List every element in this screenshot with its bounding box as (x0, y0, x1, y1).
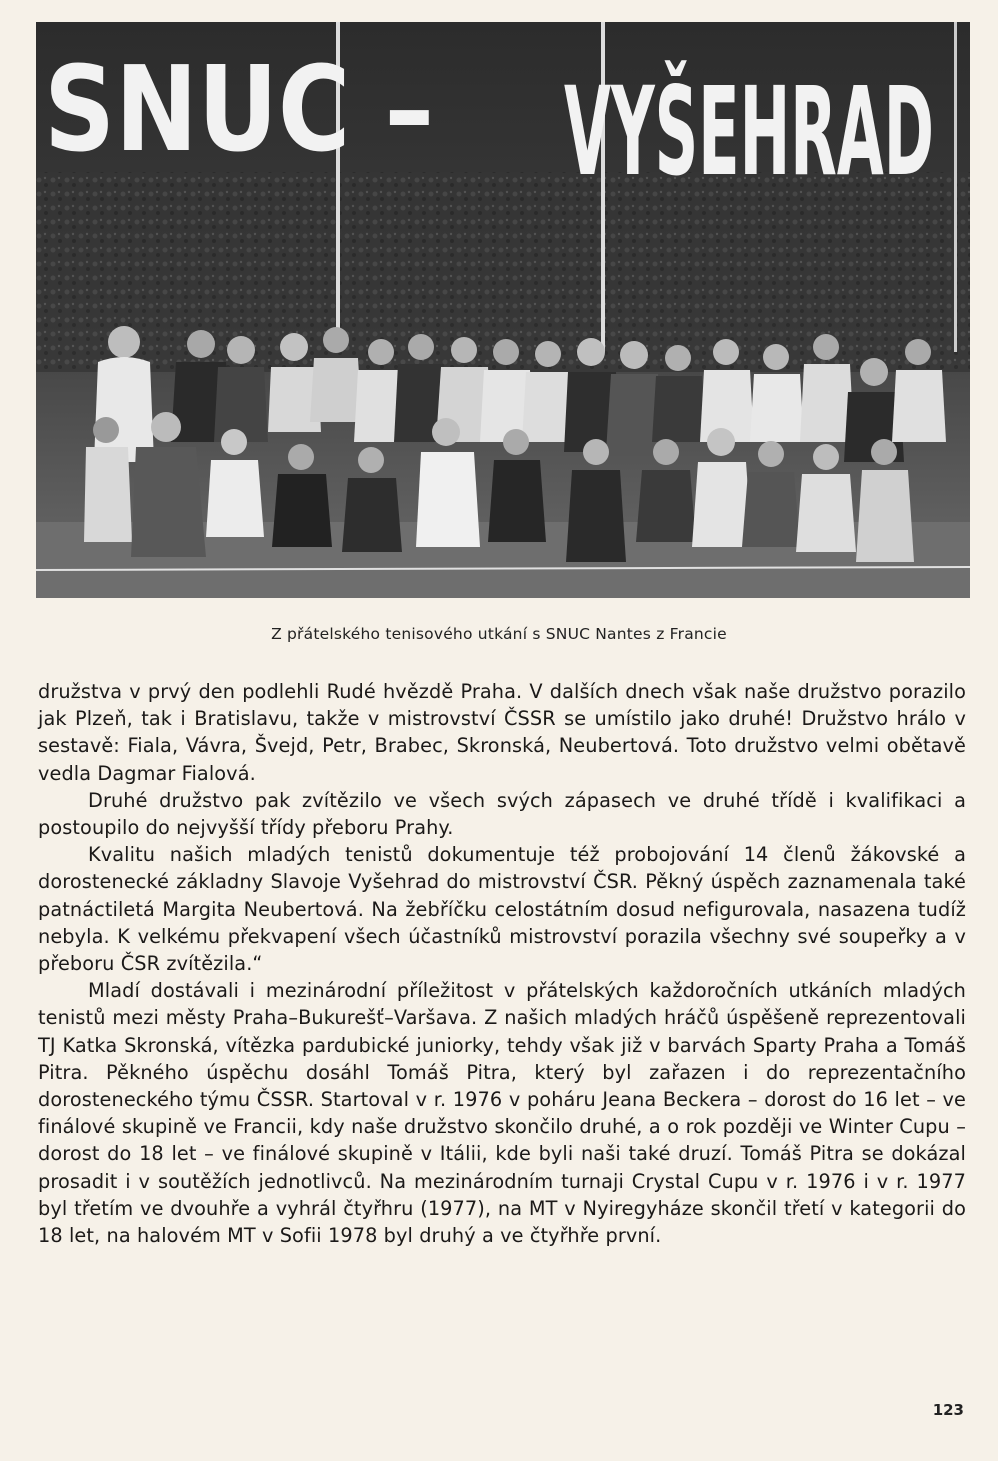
paragraph: družstva v prvý den podlehli Rudé hvězdě Praha. V dalších dnech však naše družstvo porazilo jak Plzeň, tak i Bratislavu, takže v mistrovství ČSSR se umístilo jako druhé! Družstvo hrálo v sestavě: Fiala, Vávra, Švejd, Petr, Brabec, Skronská, Neubertová. Toto družstvo velmi obětavě vedla Dagmar Fialová. (38, 680, 966, 785)
article-body (38, 678, 966, 1249)
paragraph: Mladí dostávali i mezinárodní příležitost v přátelských každoročních utkáních mladých tenistů mezi městy Praha–Bukurešť–Varšava. Z našich mladých hráčů úspěšeně reprezentovali TJ Katka Skronská, vítězka pardubické juniorky, tehdy však již v barvách Sparty Praha a Tomáš Pitra. Pěkného úspěchu dosáhl Tomáš Pitra, který byl zařazen i do reprezentačního dorosteneckého týmu ČSSR. Startoval v r. 1976 v poháru Jeana Beckera – dorost do 16 let – ve finálové skupině ve Francii, kdy naše družstvo skončilo druhé, a o rok později ve Winter Cupu – dorost do 18 let – ve finálové skupině v Itálii, kde byli naši také druzí. Tomáš Pitra se dokázal prosadit i v soutěžích jednotlivců. Na mezinárodním turnaji Crystal Cupu v r. 1976 i v r. 1977 byl třetím ve dvouhře a vyhrál čtyřhru (1977), na MT v Nyiregyháze skončil třetí v kategorii do 18 let, na halovém MT v Sofii 1978 byl druhý a ve čtyřhře první. (38, 979, 966, 1248)
paragraph: Kvalitu našich mladých tenistů dokumentuje též probojování 14 členů žákovské a dorostenecké základny Slavoje Vyšehrad do mistrovství ČSR. Pěkný úspěch zaznamenala také patnáctiletá Margita Neubertová. Na žebříčku celostátním dosud nefigurovala, nasazena tudíž nebyla. K velkému překvapení všech účastníků mistrovství porazila všechny své soupeřky a v přeboru ČSR zvítězila.“ (38, 843, 966, 976)
photo-caption: Z přátelského tenisového utkání s SNUC Nantes z Francie (271, 625, 727, 643)
paragraph: Druhé družstvo pak zvítězilo ve všech svých zápasech ve druhé třídě i kvalifikaci a postoupilo do nejvyšší třídy přeboru Prahy. (38, 788, 966, 840)
group-photo-image (36, 22, 970, 598)
sign-left-text: SNUC – (44, 40, 434, 178)
page-number: 123 (932, 1401, 964, 1419)
sign-right-text: VYŠEHRAD (564, 61, 934, 203)
group-photo (36, 22, 970, 598)
